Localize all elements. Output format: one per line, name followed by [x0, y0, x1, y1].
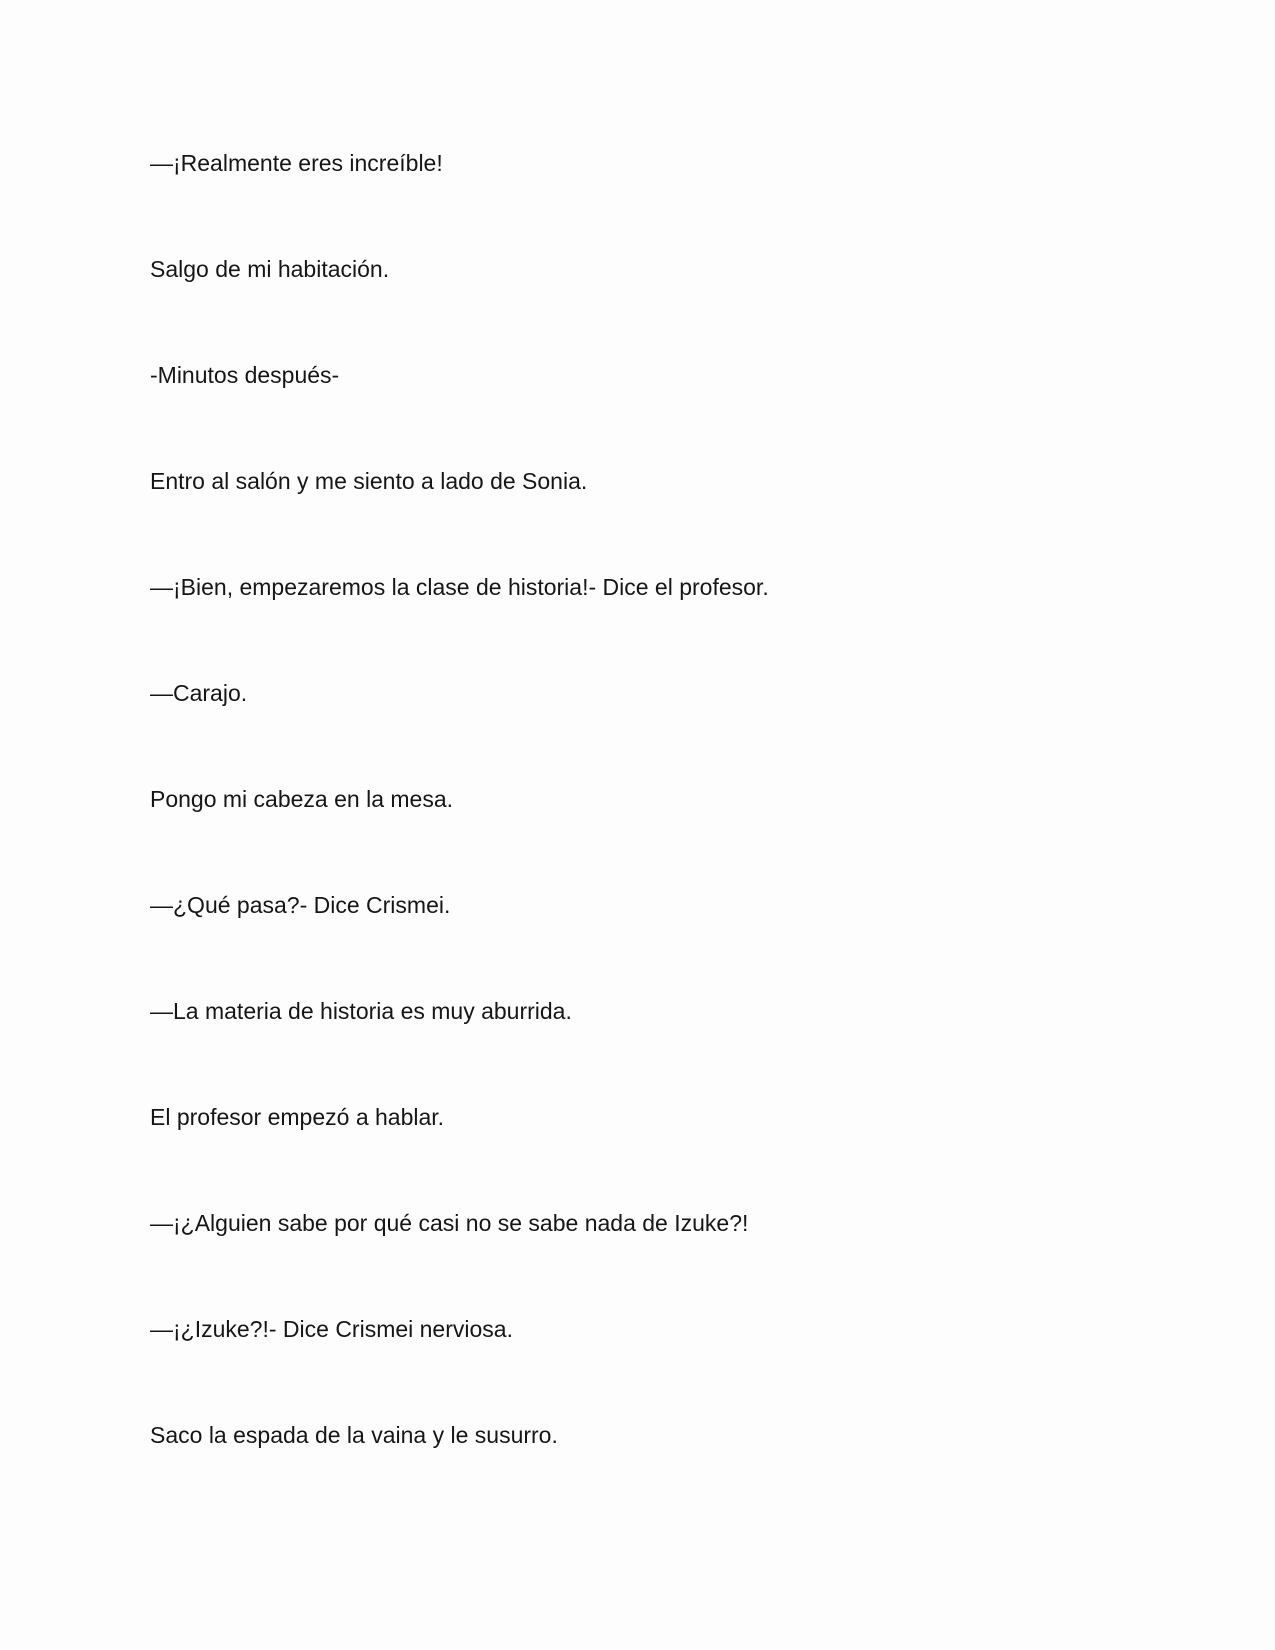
paragraph: Entro al salón y me siento a lado de Sonia. — [150, 468, 588, 494]
paragraph: Salgo de mi habitación. — [150, 256, 390, 282]
paragraph: Pongo mi cabeza en la mesa. — [150, 786, 454, 812]
paragraph: —¿Qué pasa?- Dice Crismei. — [150, 892, 451, 918]
paragraph: —¡¿Alguien sabe por qué casi no se sabe nada de Izuke?! — [150, 1210, 749, 1236]
paragraph: —¡Realmente eres increíble! — [150, 150, 443, 176]
paragraph: —Carajo. — [150, 680, 248, 706]
paragraph: El profesor empezó a hablar. — [150, 1104, 445, 1130]
paragraph: —¡¿Izuke?!- Dice Crismei nerviosa. — [150, 1316, 513, 1342]
paragraph: —La materia de historia es muy aburrida. — [150, 998, 572, 1024]
paragraph: Saco la espada de la vaina y le susurro. — [150, 1422, 558, 1448]
paragraph: —¡Bien, empezaremos la clase de historia!- Dice el profesor. — [150, 574, 769, 600]
paragraph: -Minutos después- — [150, 362, 340, 388]
